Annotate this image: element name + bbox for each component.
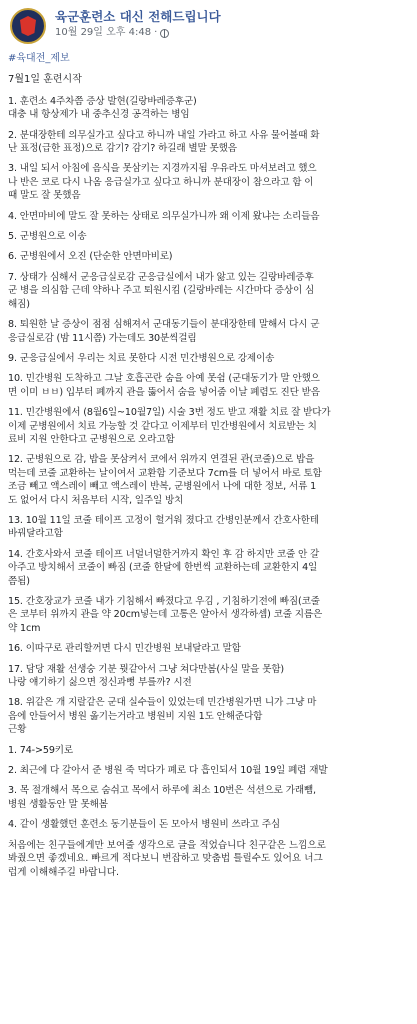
post-body (6, 52, 411, 879)
post-item-line: 이제 군병원에서 치료 가능할 것 같다고 이제부터 민간병원에서 치료받는 치 (8, 420, 317, 432)
post-item-line: 12. 군병원으로 감, 밥을 못삼켜서 코에서 위까지 연결된 관(코줄)으로 밥을 (8, 454, 315, 466)
post-item-line: 16. 이따구로 관리할꺼면 다시 민간병원 보내달라고 말함 (8, 643, 241, 655)
post-meta (55, 8, 221, 41)
closing-line: 럽게 이해해주길 바랍니다. (8, 866, 120, 878)
post-item (8, 129, 411, 156)
post-item (8, 696, 411, 736)
post-item-line: 18. 위같은 개 지랄같은 군대 실수들이 있었는데 민간병원가면 니가 그냥 마 (8, 697, 317, 709)
post-item (8, 230, 411, 243)
post-item (8, 372, 411, 399)
separator-dot: · (154, 27, 158, 38)
post-item-line: 은 코부터 위까지 관을 약 20cm넣는데 고통은 알아서 생각하셈) 코줄 지름은 (8, 609, 323, 621)
post-item (8, 162, 411, 202)
post-item-line: 도 없어서 다시 처음부터 시작, 일주일 방치 (8, 494, 184, 506)
post-item (8, 548, 411, 588)
post-item-line: 바꿔달라고함 (8, 528, 63, 540)
post-item-line: 료비 지원 안한다고 군병원으로 오라고함 (8, 433, 175, 445)
post-item (8, 352, 411, 365)
post-item-line: 나 반은 코로 다시 나옴 응급실가고 싶다고 하니까 분대장이 참으라고 함 이 (8, 176, 314, 188)
post-item (8, 406, 411, 446)
post-item (8, 271, 411, 311)
page-avatar[interactable] (10, 8, 46, 44)
post-item-line: 14. 간호사와서 코줄 테이프 너덜너덜한거까지 확인 후 감 하지만 코줄 안 갈 (8, 548, 320, 560)
update-line: 병원 생활동안 말 못해봄 (8, 798, 108, 810)
update-line: 4. 같이 생활했던 훈련소 동기분들이 돈 모아서 병원비 쓰라고 주심 (8, 819, 281, 831)
post-item-line: 11. 민간병원에서 (8월6일~10월7일) 시술 3번 정도 받고 재활 치료 잘 받다가 (8, 407, 331, 419)
post-item-line: 군 병을 의심함 근데 약하나 주고 퇴원시킴 (길랑바레는 시간마다 증상이 심 (8, 285, 315, 297)
post-item-line: 쯤됨) (8, 575, 30, 587)
post-item (8, 95, 411, 122)
post-closing (8, 839, 411, 879)
timestamp-text[interactable]: 10월 29일 오후 4:48 (55, 27, 152, 38)
post-item-line: 아주고 방치해서 코줄이 빠짐 (코줄 한달에 한번씩 교환하는데 교환한지 4일 (8, 562, 318, 574)
post-item-line: 2. 분대장한테 의무실가고 싶다고 하니까 내일 가라고 하고 사유 물어볼때 화 (8, 129, 320, 141)
post-item-line: 약 1cm (8, 622, 41, 634)
post-item-line: 3. 내일 되서 아침에 음식을 못삼키는 지경까지됨 우유라도 마셔보려고 했으 (8, 163, 317, 175)
update-line: 3. 목 절개해서 목으로 숨쉬고 목에서 하루에 최소 10번은 석션으로 가래뺌, (8, 785, 316, 797)
post-item-line: 8. 퇴원한 날 증상이 점점 심해져서 군대동기들이 분대장한테 말해서 다시 군 (8, 319, 320, 331)
post-updates (8, 744, 411, 832)
post-item-line: 5. 군병원으로 이송 (8, 231, 87, 243)
post-intro: 7월1일 훈련시작 (8, 74, 82, 86)
post-item-line: 4. 안면마비에 말도 잘 못하는 상태로 의무실가니까 왜 이제 왔냐는 소리들음 (8, 210, 320, 222)
closing-line: 봐줬으면 좋겠네요. 빠르게 적다보니 번잡하고 맞춤법 틀릴수도 있어요 너그 (8, 853, 323, 865)
post-item-line: 1. 훈련소 4주차쯤 증상 발현(길랑바레증후군) (8, 95, 197, 107)
closing-line: 처음에는 친구들에게만 보여줄 생각으로 글을 적었습니다 친구같은 느낌으로 (8, 839, 326, 851)
post-header (6, 0, 411, 52)
post-item (8, 642, 411, 655)
post-item (8, 210, 411, 223)
post-item (8, 595, 411, 635)
post-item (8, 250, 411, 263)
post-item (8, 514, 411, 541)
post-item (8, 663, 411, 690)
post-items (8, 95, 411, 737)
post-item-line: 면 이미 ㅂㅂ) 입부터 폐까지 관을 뚫어서 숨을 넣어줌 이날 폐렴도 진단 받음 (8, 386, 320, 398)
post-item-line: 17. 담당 재활 선생숭 기분 뭣같아서 그냥 쳐다만봄(사실 말을 못함) (8, 663, 285, 675)
post-item-line: 먹는데 코줄 교환하는 날이여서 교환함 기준보다 7cm를 더 넣어서 바로 토함 (8, 467, 322, 479)
post-item-line: 15. 간호장교가 코줄 내가 기침해서 빠졌다고 우김 , 기침하기전에 빠짐(코줄 (8, 596, 320, 607)
post-item (8, 453, 411, 507)
post-item-line: 13. 10월 11일 코줄 테이프 고정이 헐거워 졌다고 간병인분께서 간호사한테 (8, 514, 319, 526)
post-item-line: 9. 군응급실에서 우리는 치료 못한다 시전 민간병원으로 강제이송 (8, 352, 275, 364)
post-item-line: 때 말도 잘 못했음 (8, 190, 81, 202)
post-item-line: 음에 안들어서 병원 옮기는거라고 병원비 지원 1도 안해준다함 (8, 710, 263, 722)
post-timestamp[interactable] (55, 25, 221, 41)
post-item-line: 응급실로감 (밤 11시쯤) 가는데도 30분씩걸림 (8, 332, 197, 344)
post-item-line: 6. 군병원에서 오진 (단순한 안면마비로) (8, 251, 173, 263)
post-item-line: 조금 빼고 액스레이 빼고 액스레이 반복, 군병원에서 나에 대한 정보, 서류 1 (8, 481, 317, 493)
emblem-icon (20, 16, 36, 36)
page-name-link[interactable]: 육군훈련소 대신 전해드립니다 (55, 9, 221, 24)
post-item-line: 7. 상태가 심해서 군응급실로감 군응급실에서 내가 앓고 있는 길랑바레증후 (8, 271, 314, 283)
post-item-line: 난 표정(급한 표정)으로 감기? 감기? 하길래 별말 못했음 (8, 143, 237, 155)
update-line: 2. 최근에 다 갈아서 준 병원 죽 먹다가 폐로 다 흡인되서 10월 19일 폐렴 재발 (8, 765, 328, 777)
post-item (8, 318, 411, 345)
post-item-line: 근황 (8, 724, 27, 736)
post-item-line: 10. 민간병원 도착하고 그날 호흡곤란 숨을 아예 못쉼 (군대동기가 말 안했으 (8, 373, 320, 385)
post-item-line: 나랑 얘기하기 싫으면 정신과뻥 부를까? 시전 (8, 677, 192, 689)
hashtag-link[interactable]: #육대전_제보 (8, 53, 70, 64)
globe-icon (160, 29, 169, 38)
post-item-line: 해짐) (8, 298, 30, 310)
post-item-line: 대충 내 항상제가 내 중추신경 공격하는 병임 (8, 109, 190, 121)
update-line: 1. 74->59키로 (8, 744, 74, 756)
